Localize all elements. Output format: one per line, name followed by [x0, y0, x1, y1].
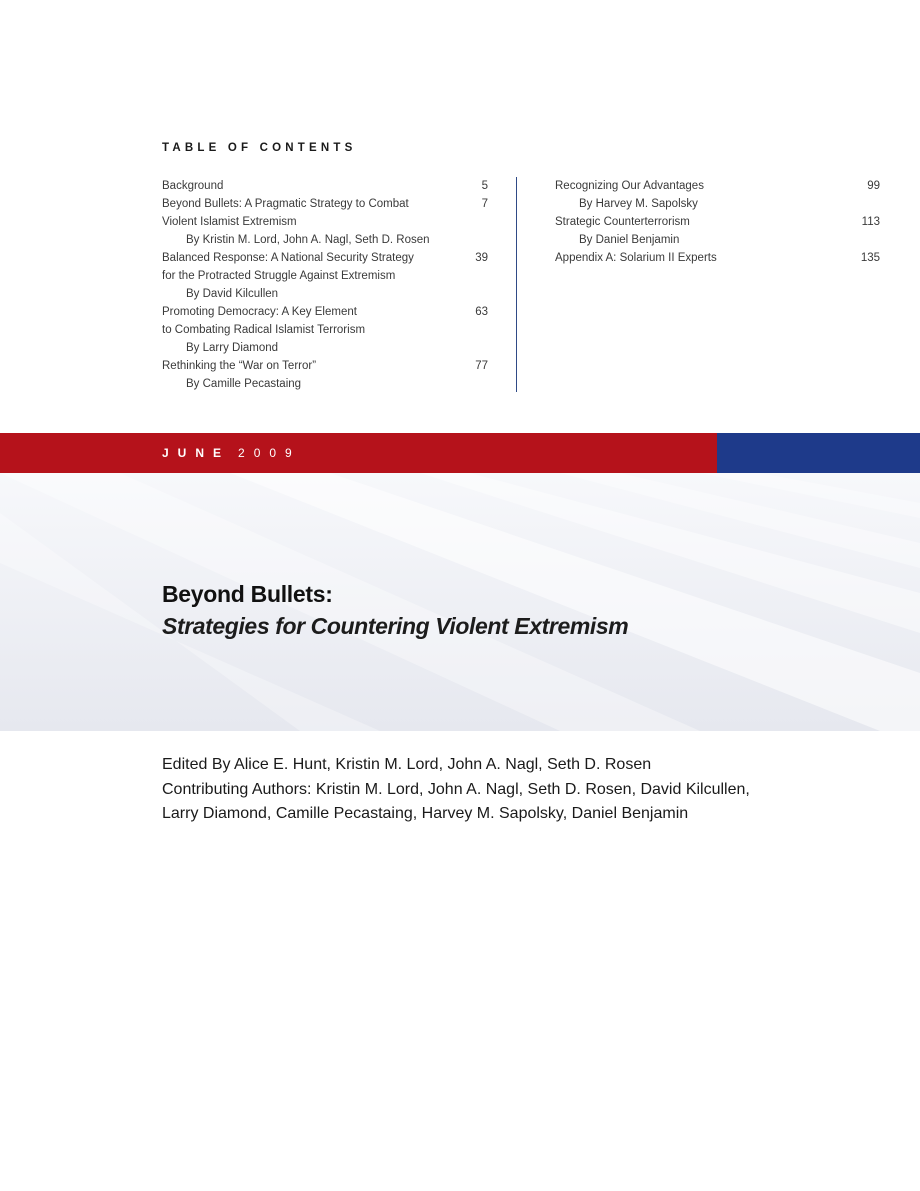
toc-entry-continued	[162, 213, 488, 231]
toc-page-number: 135	[860, 252, 880, 264]
toc-entry-continued	[162, 321, 488, 339]
toc-entry-title: Beyond Bullets: A Pragmatic Strategy to Combat	[162, 198, 409, 210]
toc-entry[interactable]	[555, 177, 880, 195]
toc-right-column	[555, 177, 880, 267]
toc-author	[162, 285, 488, 303]
toc-entry-title: Appendix A: Solarium II Experts	[555, 252, 717, 264]
toc-entry-title: Strategic Counterterrorism	[555, 216, 690, 228]
toc-author-name: By Harvey M. Sapolsky	[579, 198, 698, 210]
toc-entry[interactable]	[162, 357, 488, 375]
toc-author-name: By Kristin M. Lord, John A. Nagl, Seth D. Rosen	[186, 234, 430, 246]
toc-entry-title: Violent Islamist Extremism	[162, 216, 297, 228]
toc-entry-title: Rethinking the “War on Terror”	[162, 360, 317, 372]
credits	[162, 753, 882, 827]
toc-page-number: 113	[861, 216, 880, 228]
toc-entry-title: Recognizing Our Advantages	[555, 180, 704, 192]
light-rays-background	[0, 473, 920, 731]
toc-entry[interactable]	[555, 213, 880, 231]
contributing-authors-line: Contributing Authors: Kristin M. Lord, John A. Nagl, Seth D. Rosen, David Kilcullen,	[162, 780, 750, 798]
toc-entry[interactable]	[162, 303, 488, 321]
title-banner	[0, 473, 920, 731]
toc-author-name: By Larry Diamond	[186, 342, 279, 354]
date-month: JUNE	[162, 446, 231, 460]
toc-page-number: 63	[475, 306, 488, 318]
toc-author-name: By Daniel Benjamin	[579, 234, 680, 246]
date-band	[0, 433, 717, 473]
contributing-authors-line-continued: Larry Diamond, Camille Pecastaing, Harvey M. Sapolsky, Daniel Benjamin	[162, 805, 689, 822]
toc-heading: TABLE OF CONTENTS	[162, 142, 357, 154]
toc-author	[555, 195, 880, 213]
date-year: 2009	[238, 446, 301, 460]
toc-left-column	[162, 177, 488, 393]
toc-entry[interactable]	[162, 249, 488, 267]
toc-entry-title: Background	[162, 180, 224, 192]
toc-entry[interactable]	[162, 195, 488, 213]
toc-page-number: 77	[475, 360, 488, 372]
toc-divider	[516, 177, 517, 392]
toc-page-number: 39	[475, 252, 488, 264]
toc-entry-continued	[162, 267, 488, 285]
toc-page-number: 5	[481, 180, 488, 192]
toc-author	[162, 339, 488, 357]
toc-entry[interactable]	[162, 177, 488, 195]
toc-page-number: 7	[481, 198, 488, 210]
toc-entry-title: to Combating Radical Islamist Terrorism	[162, 324, 366, 336]
toc-author	[555, 231, 880, 249]
document-subtitle: Strategies for Countering Violent Extremism	[162, 613, 629, 639]
toc-entry-title: Balanced Response: A National Security Strategy	[162, 252, 414, 264]
toc-page-number: 99	[867, 180, 880, 192]
blue-band	[717, 433, 920, 473]
publication-date	[162, 433, 301, 473]
toc-author	[162, 375, 488, 393]
toc-entry-title: Promoting Democracy: A Key Element	[162, 306, 357, 318]
toc-author	[162, 231, 488, 249]
editors-line: Edited By Alice E. Hunt, Kristin M. Lord, John A. Nagl, Seth D. Rosen	[162, 756, 652, 773]
toc-entry[interactable]	[555, 249, 880, 267]
toc-entry-title: for the Protracted Struggle Against Extremism	[162, 270, 396, 282]
toc-author-name: By Camille Pecastaing	[186, 378, 302, 390]
document-title: Beyond Bullets:	[162, 581, 333, 607]
toc-author-name: By David Kilcullen	[186, 288, 279, 300]
